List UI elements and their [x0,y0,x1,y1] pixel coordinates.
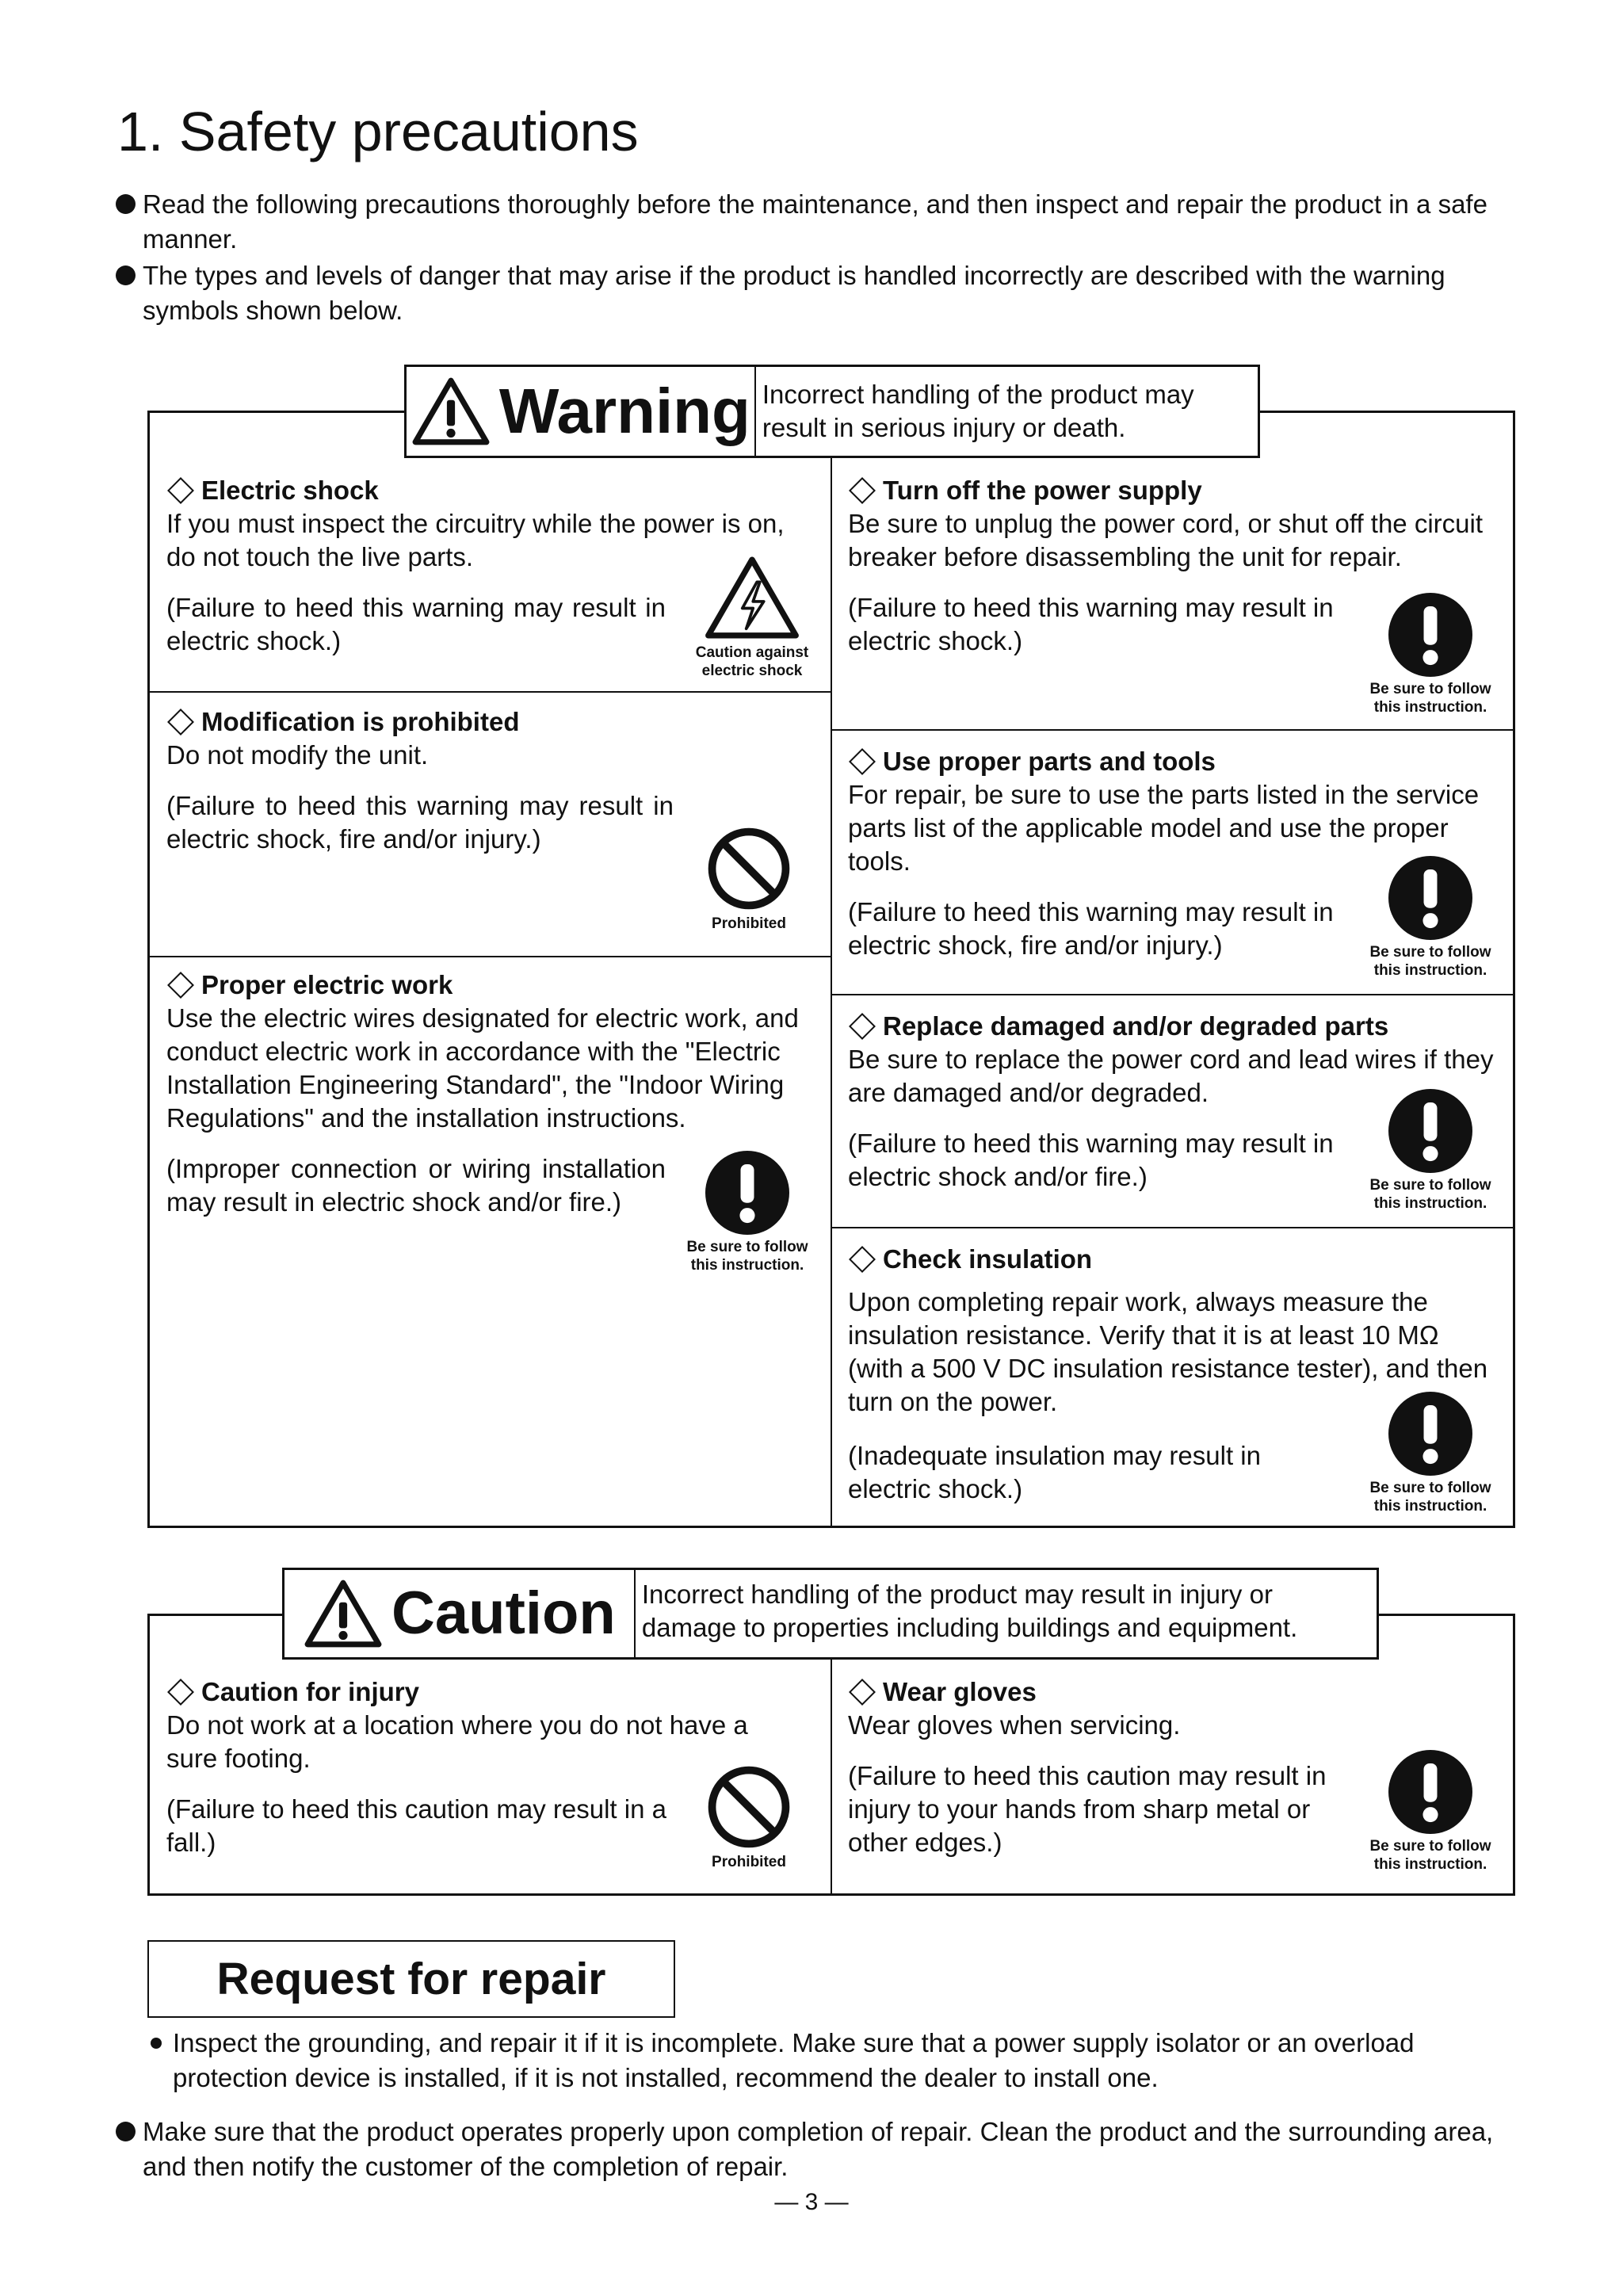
warning-label-box [407,367,756,456]
request-for-repair-heading: Request for repair [147,1940,675,2018]
mandatory-icon [705,1151,789,1235]
mandatory-icon-group [1355,1392,1506,1515]
icon-caption: Be sure to follow this instruction. [1369,1838,1491,1873]
mandatory-icon-group [1355,1750,1506,1874]
diamond-icon [167,477,194,504]
electric-shock-icon-group [685,555,819,680]
mandatory-icon-group [1355,856,1506,980]
mandatory-icon [1388,856,1472,940]
bullet-icon [116,2122,136,2141]
icon-caption: Be sure to follow this instruction. [1369,1480,1491,1515]
mandatory-icon [1388,1089,1472,1173]
caution-item-injury: Caution for injury Do not work at a location where you do not have a sure footing. (Failure to heed this caution may result in a fall.) [166,1677,748,1857]
mandatory-icon-group [1355,1089,1506,1213]
icon-caption: Prohibited [712,915,786,932]
page-number: ― 3 ― [774,2189,849,2215]
warning-item-electric-shock: Electric shock If you must inspect the circuitry while the power is on, do not touch the live parts. (Failure to heed this warning may result in electric shock.) [166,476,785,655]
icon-caption: Be sure to follow this instruction. [1369,1177,1491,1212]
warning-triangle-icon [411,376,491,447]
diamond-icon [167,1679,194,1706]
warning-item-power-supply: Turn off the power supply Be sure to unplug the power cord, or shut off the circuit breaker before disassembling the unit for repair. (Failure to heed this warning may result in electric shock.) [848,476,1484,655]
prohibited-icon [706,1764,792,1850]
final-note: Make sure that the product operates properly upon completion of repair. Clean the product and the surrounding area, and then notify the customer of the completion of repair. [116,2115,1537,2184]
warning-header [404,365,1260,458]
mandatory-icon [1388,1750,1472,1834]
diamond-icon [849,477,876,504]
mandatory-icon-group [672,1151,823,1274]
warning-description: Incorrect handling of the product may result in serious injury or death. [762,380,1194,442]
intro-item: Read the following precautions thoroughly before the maintenance, and then inspect and repair the product in a safe manner. [116,187,1537,257]
prohibited-icon-group [697,1764,800,1871]
intro-item: The types and levels of danger that may arise if the product is handled incorrectly are described with the warning symbols shown below. [116,258,1537,328]
row-divider [148,956,831,957]
mandatory-icon-group [1355,593,1506,716]
bullet-icon [116,266,136,285]
warning-item-modification: Modification is prohibited Do not modify the unit. (Failure to heed this warning may result in electric shock, fire and/or injury.) [166,707,674,854]
caution-label-box [285,1570,636,1657]
row-divider [831,1227,1514,1228]
row-divider [831,729,1514,731]
caution-header [282,1568,1379,1660]
diamond-icon [167,709,194,735]
prohibited-icon-group [697,826,800,933]
caution-item-gloves: Wear gloves Wear gloves when servicing. (Failure to heed this caution may result in injury to your hands from sharp metal or other edges.) [848,1677,1327,1857]
warning-item-replace-parts: Replace damaged and/or degraded parts Be sure to replace the power cord and lead wires if they are damaged and/or degraded. (Failure to heed this warning may result in electric shock and/or fire.) [848,1011,1494,1191]
caution-description: Incorrect handling of the product may result in injury or damage to properties including buildings and equipment. [641,1580,1298,1642]
icon-caption: Be sure to follow this instruction. [686,1239,808,1274]
diamond-icon [849,1246,876,1273]
bullet-icon [151,2038,162,2049]
electric-shock-icon [703,555,801,640]
icon-caption: Be sure to follow this instruction. [1369,944,1491,979]
diamond-icon [849,748,876,775]
column-divider [831,411,832,1528]
diamond-icon [167,972,194,999]
prohibited-icon [706,826,792,911]
mandatory-icon [1388,1392,1472,1476]
warning-item-parts-tools: Use proper parts and tools For repair, be sure to use the parts listed in the service parts list of the applicable model and use the proper tools. (Failure to heed this warning may result in electric shock, fire and/or injury.) [848,747,1480,960]
request-item: Inspect the grounding, and repair it if it is incomplete. Make sure that a power supply isolator or an overload protection device is installed, if it is not installed, recommend the dealer to install one. [147,2026,1536,2095]
row-divider [831,994,1514,995]
warning-item-electric-work: Proper electric work Use the electric wires designated for electric work, and conduct electric work in accordance with the "Electric Installation Engineering Standard", the "Indoor Wiring Regulations" and the installation instructions. (Improper connection or wiring installation may result in electric shock and/or fire.) [166,970,799,1217]
diamond-icon [849,1013,876,1040]
page-title: 1. Safety precautions [117,101,639,162]
caution-triangle-icon [303,1578,384,1649]
caution-label: Caution [391,1580,616,1647]
row-divider [148,691,831,693]
diamond-icon [849,1679,876,1706]
icon-caption: Be sure to follow this instruction. [1369,681,1491,716]
warning-label: Warning [498,376,750,446]
mandatory-icon [1388,593,1472,677]
icon-caption: Caution against electric shock [695,644,809,679]
bullet-icon [116,194,136,214]
warning-item-insulation: Check insulation Upon completing repair work, always measure the insulation resistance. Verify that it is at least 10 MΩ (with a 500 V DC insulation resistance tester), and then turn on the power. (Inadequate insulation may result in electric shock.) [848,1244,1488,1503]
icon-caption: Prohibited [712,1854,786,1870]
